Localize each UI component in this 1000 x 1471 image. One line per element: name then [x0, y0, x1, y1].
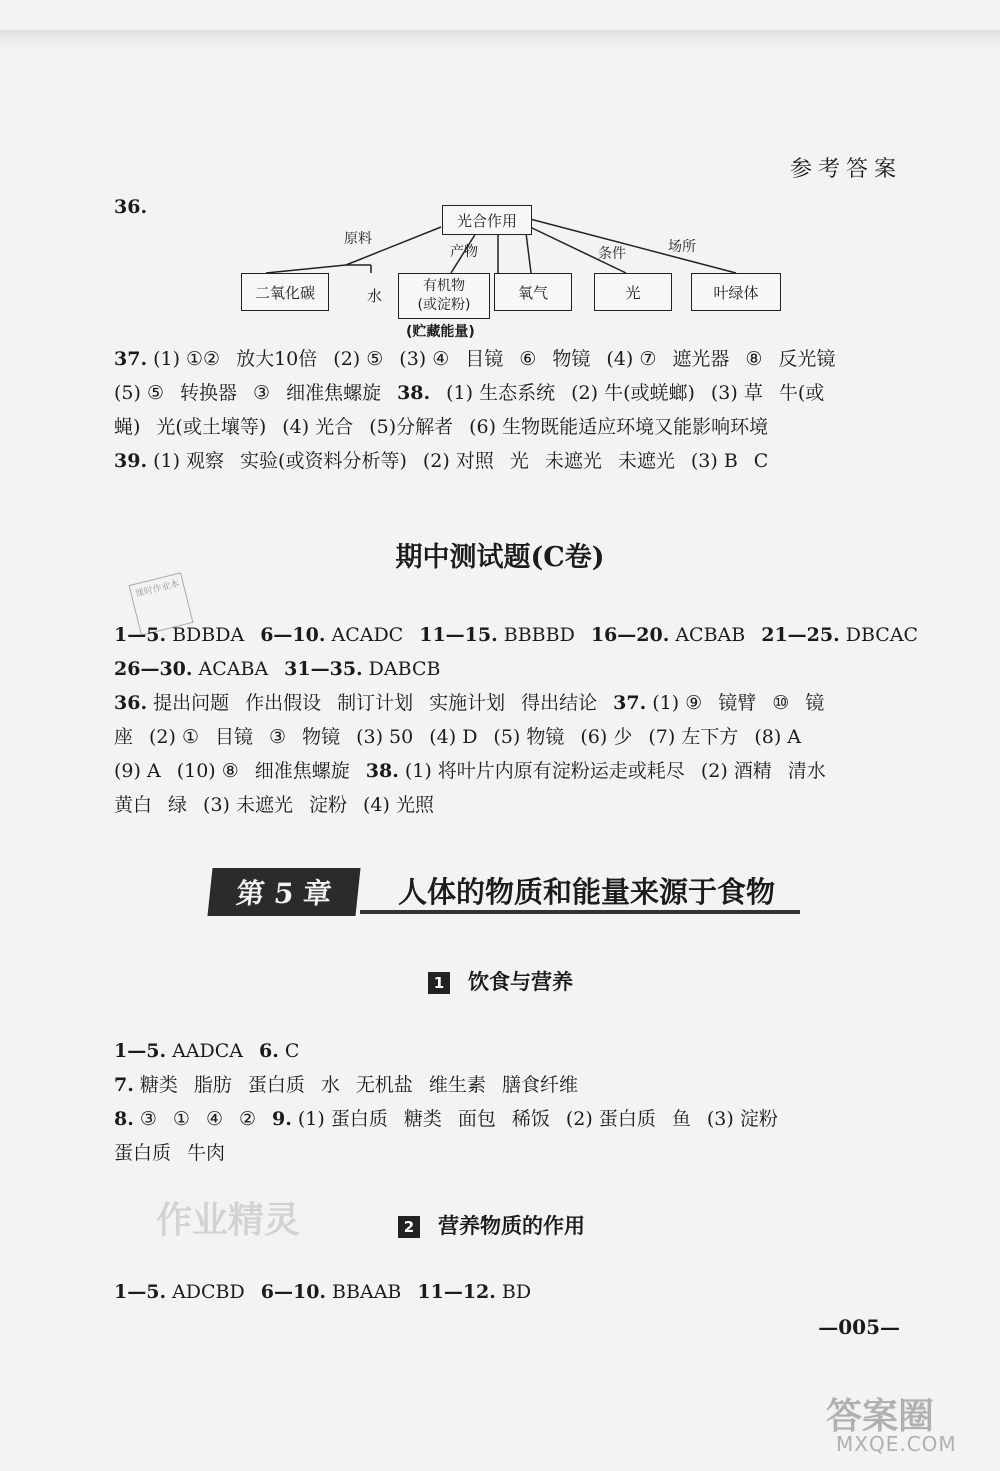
midterm-line1: 1—5. BDBDA 6—10. ACADC 11—15. BBBBD 16—20. ACBAB 21—25. DBCAC — [114, 624, 919, 646]
q38-line3: 蝇) 光(或土壤等) (4) 光合 (5)分解者 (6) 生物既能适应环境又能影响环境 — [114, 416, 769, 438]
root-box: 光合作用 — [442, 205, 532, 235]
scan-top-edge — [0, 30, 1000, 48]
box-organic: 有机物 (或淀粉) — [398, 273, 490, 319]
edge-label-raw: 原料 — [344, 231, 372, 247]
sec1-line1: 1—5. AADCA 6. C — [114, 1040, 300, 1062]
edge-label-condition: 条件 — [598, 246, 626, 262]
sec1-line4: 蛋白质 牛肉 — [114, 1142, 226, 1164]
section2-heading — [398, 1210, 585, 1240]
stamp: 课时作业本 — [129, 572, 194, 636]
midterm-line2: 26—30. ACABA 31—35. DABCB — [114, 658, 441, 680]
ghost-watermark: 作业精灵 — [156, 1199, 301, 1241]
sec1-line2: 7. 糖类 脂肪 蛋白质 水 无机盐 维生素 膳食纤维 — [114, 1074, 578, 1096]
watermark-logo: 答案圈 — [826, 1395, 935, 1437]
q39-line: 39. (1) 观察 实验(或资料分析等) (2) 对照 光 未遮光 未遮光 (3) B C — [114, 450, 769, 472]
midterm-line3: 36. 提出问题 作出假设 制订计划 实施计划 得出结论 37. (1) ⑨ 镜臂 ⑩ 镜 — [114, 692, 825, 714]
watermark-url: MXQE.COM — [836, 1432, 957, 1456]
midterm-line5: (9) A (10) ⑧ 细准焦螺旋 38. (1) 将叶片内原有淀粉运走或耗尽 (2) 酒精 清水 — [114, 760, 826, 782]
midterm-title: 期中测试题(C卷) — [395, 542, 605, 573]
box-light: 光 — [594, 273, 672, 311]
chapter-banner — [210, 862, 802, 920]
section1-number: 1 — [428, 972, 450, 994]
q37-line2: (5) ⑤ 转换器 ③ 细准焦螺旋 38. (1) 生态系统 (2) 牛(或蜣螂) (3) 草 牛(或 — [114, 382, 825, 404]
sec1-line3: 8. ③ ① ④ ② 9. (1) 蛋白质 糖类 面包 稀饭 (2) 蛋白质 鱼 (3) 淀粉 — [114, 1108, 778, 1130]
chapter-title: 人体的物质和能量来源于食物 — [398, 875, 776, 909]
photosynthesis-diagram — [236, 205, 796, 340]
page-number: —005— — [818, 1315, 900, 1339]
label-store-energy: (贮藏能量) — [406, 324, 475, 340]
box-chloroplast: 叶绿体 — [691, 273, 781, 311]
midterm-line4: 座 (2) ① 目镜 ③ 物镜 (3) 50 (4) D (5) 物镜 (6) 少 (7) 左下方 (8) A — [114, 726, 802, 748]
box-co2: 二氧化碳 — [241, 273, 329, 311]
label-water: 水 — [367, 287, 383, 305]
midterm-line6: 黄白 绿 (3) 未遮光 淀粉 (4) 光照 — [114, 794, 434, 816]
box-oxygen: 氧气 — [494, 273, 572, 311]
section1-title: 饮食与营养 — [468, 970, 573, 994]
q37-line1: 37. (1) ①② 放大10倍 (2) ⑤ (3) ④ 目镜 ⑥ 物镜 (4) ⑦ 遮光器 ⑧ 反光镜 — [114, 348, 836, 370]
sec2-line1: 1—5. ADCBD 6—10. BBAAB 11—12. BD — [114, 1281, 532, 1303]
section2-title: 营养物质的作用 — [438, 1214, 585, 1238]
page-header: 参考答案 — [789, 157, 902, 182]
section2-number: 2 — [398, 1216, 420, 1238]
section1-heading — [428, 966, 573, 996]
edge-label-product: 产物 — [450, 244, 478, 260]
chapter-label: 第 5 章 — [207, 868, 360, 916]
edge-label-place: 场所 — [668, 239, 696, 255]
q36-label: 36. — [114, 196, 148, 218]
